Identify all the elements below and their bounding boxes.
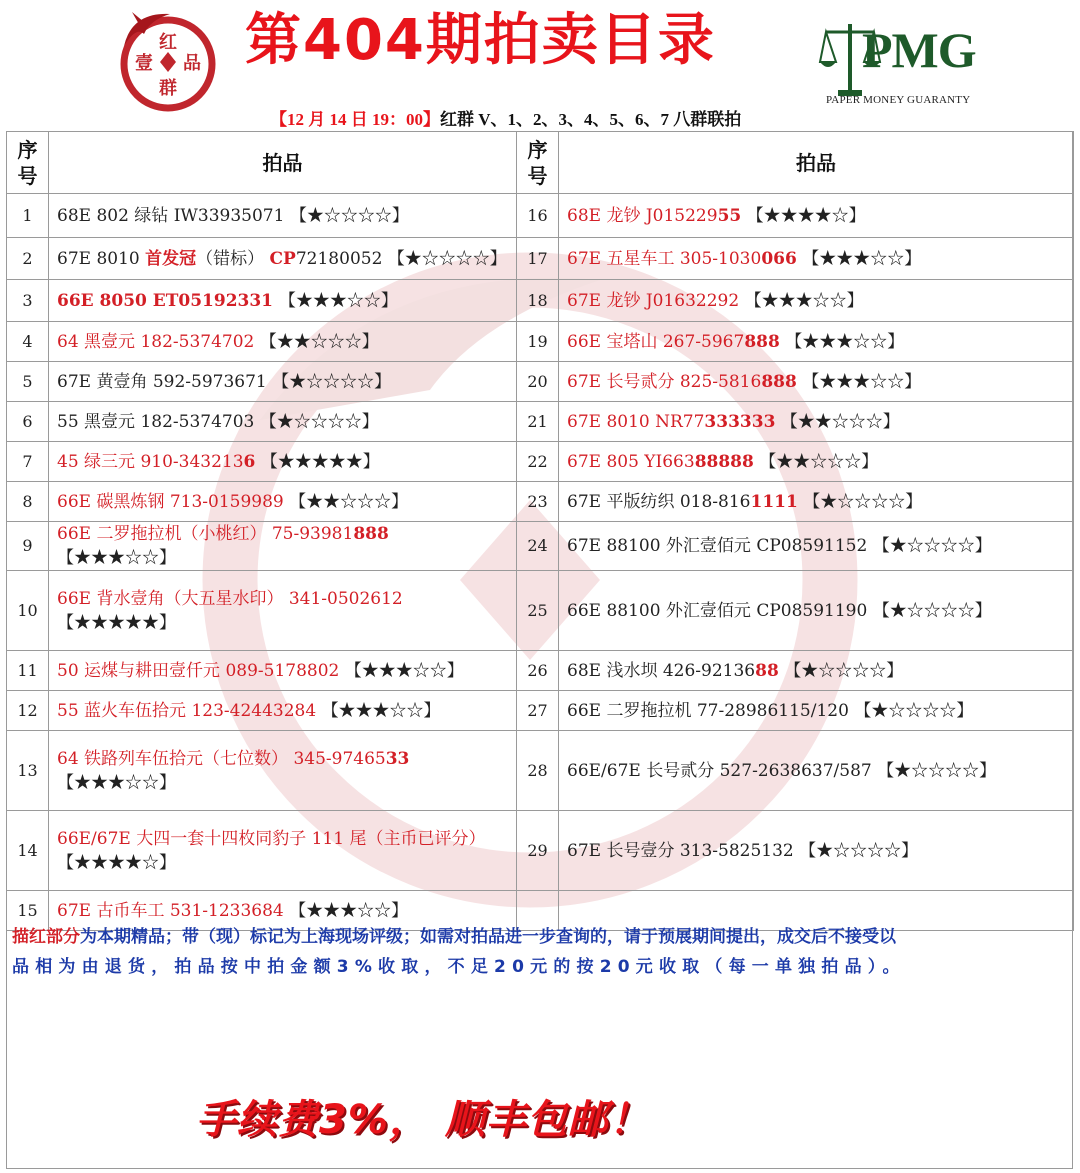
lot-text-segment: 67E 8010 NR77 [567, 411, 705, 432]
table-row [7, 238, 1074, 280]
lot-text-segment: 33 [385, 748, 410, 769]
lot-text-segment: 66E 88100 外汇壹佰元 CP08591190 【★☆☆☆☆】 [567, 600, 992, 621]
lot-description [49, 651, 517, 691]
lot-description [559, 238, 1074, 280]
lot-number: 26 [517, 651, 559, 691]
lot-text-segment: 67E 五星车工 305-1030 [567, 248, 762, 269]
lot-description [49, 280, 517, 322]
lot-number: 7 [7, 442, 49, 482]
logo-char-yi: 壹 [135, 53, 153, 74]
lot-text-segment: 333333 [704, 411, 776, 432]
lot-text-segment: 55 蓝火车伍拾元 123-42443284 [57, 700, 322, 721]
lot-description [49, 731, 517, 811]
lot-number: 18 [517, 280, 559, 322]
lot-text-segment: 67E 黄壹角 592-5973671 【★☆☆☆☆】 [57, 371, 392, 392]
lot-text-segment: 88888 [694, 451, 754, 472]
lot-text-segment: 【★★★☆☆】 [289, 900, 409, 921]
lot-description [49, 322, 517, 362]
lot-text-segment: 【★★★☆☆】 [779, 331, 905, 352]
lot-text-segment: 66E 二罗拖拉机（小桃红） 75-93981 [57, 524, 354, 544]
table-row [7, 362, 1074, 402]
lot-description [559, 811, 1074, 891]
lot-number: 13 [7, 731, 49, 811]
terms-highlight: 描红部分 [12, 927, 80, 947]
lot-text-segment: 66E 二罗拖拉机 77-28986115/120 【★☆☆☆☆】 [567, 700, 974, 721]
lot-text-segment: 67E 古币车工 531-1233684 [57, 900, 290, 921]
lot-number: 5 [7, 362, 49, 402]
lot-number: 8 [7, 482, 49, 522]
logo-char-pin: 品 [183, 53, 201, 74]
lot-text-segment: 64 铁路列车伍拾元（七位数） 345-97465 [57, 748, 386, 769]
lot-description [559, 402, 1074, 442]
terms-text: 为本期精品；带（现）标记为上海现场评级；如需对拍品进一步查询的，请于预展期间提出，成交后不接受以 [80, 927, 896, 947]
lot-description [49, 811, 517, 891]
lot-number: 6 [7, 402, 49, 442]
table-row [7, 811, 1074, 891]
lot-text-segment: 888 [761, 371, 797, 392]
lot-number: 29 [517, 811, 559, 891]
lot-text-segment: 6 [243, 451, 256, 472]
lot-description [559, 522, 1074, 571]
lot-number: 10 [7, 571, 49, 651]
lot-text-segment: 66E 宝塔山 267-5967 [567, 331, 745, 352]
red-dragon-logo-icon [110, 6, 220, 116]
lot-description [49, 238, 517, 280]
lot-text-segment: 066 [761, 248, 797, 269]
lot-description [49, 362, 517, 402]
lot-text-segment: 67E 805 YI663 [567, 451, 695, 472]
lot-text-segment: 67E 长号贰分 825-5816 [567, 371, 762, 392]
lot-text-segment: 首发冠 [145, 248, 197, 269]
lot-number-header-left [7, 132, 49, 194]
lot-number: 9 [7, 522, 49, 571]
lot-text-segment: 68E 802 绿钻 IW33935071 【★☆☆☆☆】 [57, 205, 409, 226]
lot-description [49, 691, 517, 731]
lot-description [49, 482, 517, 522]
auction-subtitle [270, 105, 741, 130]
lot-text-segment: 【★★★☆☆】 [744, 290, 864, 311]
lot-number: 14 [7, 811, 49, 891]
lot-number-header-text: 序 号 [17, 137, 38, 188]
lot-number: 24 [517, 522, 559, 571]
lot-number: 3 [7, 280, 49, 322]
lot-text-segment: 67E 平版纺织 018-816 [567, 491, 751, 512]
lot-number: 28 [517, 731, 559, 811]
auction-catalog-table [6, 131, 1073, 931]
lot-text-segment: 66E 背水壹角（大五星水印） 341-0502612 [57, 588, 403, 609]
lot-number: 20 [517, 362, 559, 402]
lot-number: 27 [517, 691, 559, 731]
lot-number: 2 [7, 238, 49, 280]
table-row [7, 522, 1074, 571]
lot-text-segment: 66E/67E 长号贰分 527-2638637/587 【★☆☆☆☆】 [567, 760, 997, 781]
lot-number: 4 [7, 322, 49, 362]
lot-text-segment: 68E 龙钞 J015229 [567, 205, 718, 226]
catalog-header [0, 0, 1080, 130]
lot-number: 12 [7, 691, 49, 731]
lot-text-segment: 66E/67E 大四一套十四枚同豹子 111 尾（主币已评分） [57, 828, 486, 849]
lot-item-header-right: 拍品 [559, 132, 1074, 194]
table-row [7, 731, 1074, 811]
table-row [7, 571, 1074, 651]
lot-description [559, 194, 1074, 238]
table-row [7, 280, 1074, 322]
pmg-brand: PMG [862, 22, 976, 78]
table-row [7, 482, 1074, 522]
lot-text-segment: 64 黑壹元 182-5374702 [57, 331, 260, 352]
lot-text-segment: 【★★☆☆☆】 [753, 451, 879, 472]
lot-text-segment: 67E 88100 外汇壹佰元 CP08591152 【★☆☆☆☆】 [567, 536, 992, 556]
terms-note [12, 922, 1068, 982]
lot-text-segment: 【★☆☆☆☆】 [797, 491, 923, 512]
lot-text-segment: 【★★★☆☆】 [278, 290, 398, 311]
lot-text-segment: 888 [353, 524, 389, 544]
table-row [7, 651, 1074, 691]
lot-number: 19 [517, 322, 559, 362]
lot-number: 22 [517, 442, 559, 482]
lot-description [49, 522, 517, 571]
table-row [7, 322, 1074, 362]
lot-number: 1 [7, 194, 49, 238]
lot-description [49, 194, 517, 238]
lot-text-segment: 72180052 【★☆☆☆☆】 [295, 248, 507, 269]
lot-text-segment: 【★★★★☆】 [741, 205, 866, 226]
lot-text-segment: 50 运煤与耕田壹仟元 089-5178802 [57, 660, 345, 681]
lot-number: 21 [517, 402, 559, 442]
lot-item-header-left: 拍品 [49, 132, 517, 194]
lot-text-segment: 【★★☆☆☆】 [775, 411, 900, 432]
lot-text-segment: 55 [717, 205, 742, 226]
table-row [7, 442, 1074, 482]
lot-description [559, 731, 1074, 811]
lot-text-segment: 66E 8050 ET05192331 [57, 290, 279, 311]
lot-description [49, 402, 517, 442]
lot-text-segment: 55 黑壹元 182-5374703 【★☆☆☆☆】 [57, 411, 379, 432]
lot-text-segment: 【★★☆☆☆】 [289, 491, 409, 512]
lot-number-header-text: 序 号 [527, 137, 548, 188]
lot-text-segment: 68E 浅水坝 426-92136 [567, 660, 756, 681]
terms-line-2: 品相为由退货，拍品按中拍金额3%收取，不足20元的按20元收取（每一单独拍品）。 [12, 957, 906, 977]
table-row [7, 691, 1074, 731]
page-title: 第404期拍卖目录 [245, 8, 716, 73]
table-row [7, 194, 1074, 238]
fee-banner: 手续费3%， 顺丰包邮！ [196, 1097, 650, 1143]
lot-number: 11 [7, 651, 49, 691]
lot-text-segment: CP [269, 248, 296, 269]
table-header-row [7, 132, 1074, 194]
lot-text-segment: 【★★★★★】 [57, 612, 176, 633]
lot-text-segment: 【★★★☆☆】 [796, 371, 922, 392]
lot-description [559, 322, 1074, 362]
lot-text-segment: 【★★☆☆☆】 [259, 331, 379, 352]
lot-description [49, 442, 517, 482]
lot-description [559, 651, 1074, 691]
logo-char-hong: 红 [159, 32, 177, 53]
table-row [7, 402, 1074, 442]
lot-description [559, 362, 1074, 402]
lot-description [49, 571, 517, 651]
lot-text-segment: 1111 [750, 491, 798, 512]
lot-number: 17 [517, 238, 559, 280]
lot-number: 23 [517, 482, 559, 522]
lot-description [559, 691, 1074, 731]
lot-text-segment: 67E 8010 [57, 248, 146, 269]
lot-text-segment: 【★★★★☆】 [57, 852, 176, 873]
lot-text-segment: 67E 长号壹分 313-5825132 【★☆☆☆☆】 [567, 840, 919, 861]
lot-text-segment: 【★★★☆☆】 [321, 700, 441, 721]
lot-text-segment: 【★☆☆☆☆】 [778, 660, 904, 681]
lot-text-segment: 66E 碳黑炼钢 713-0159989 [57, 491, 290, 512]
lot-text-segment: 【★★★☆☆】 [57, 548, 176, 568]
lot-text-segment: 67E 龙钞 J01632292 [567, 290, 745, 311]
lot-text-segment: 88 [755, 660, 779, 681]
lot-description [559, 442, 1074, 482]
auction-date: 【12 月 14 日 19：00】 [270, 110, 440, 129]
pmg-subtitle: PAPER MONEY GUARANTY [826, 94, 971, 106]
terms-line-1 [12, 922, 1068, 952]
lot-text-segment: 【★★★☆☆】 [344, 660, 464, 681]
lot-description [559, 482, 1074, 522]
logo-char-qun: 群 [159, 78, 177, 99]
lot-number-header-right [517, 132, 559, 194]
lot-number: 15 [7, 891, 49, 931]
lot-text-segment: 【★★★★★】 [255, 451, 380, 472]
lot-text-segment: 45 绿三元 910-343213 [57, 451, 244, 472]
lot-number: 16 [517, 194, 559, 238]
lot-text-segment: （错标） [196, 248, 270, 269]
lot-text-segment: 【★★★☆☆】 [796, 248, 922, 269]
lot-number: 25 [517, 571, 559, 651]
lot-text-segment: 888 [744, 331, 780, 352]
lot-description [559, 571, 1074, 651]
auction-groups: 红群 V、1、2、3、4、5、6、7 八群联拍 [440, 110, 742, 129]
lot-text-segment: 【★★★☆☆】 [57, 772, 176, 793]
lot-description [559, 280, 1074, 322]
